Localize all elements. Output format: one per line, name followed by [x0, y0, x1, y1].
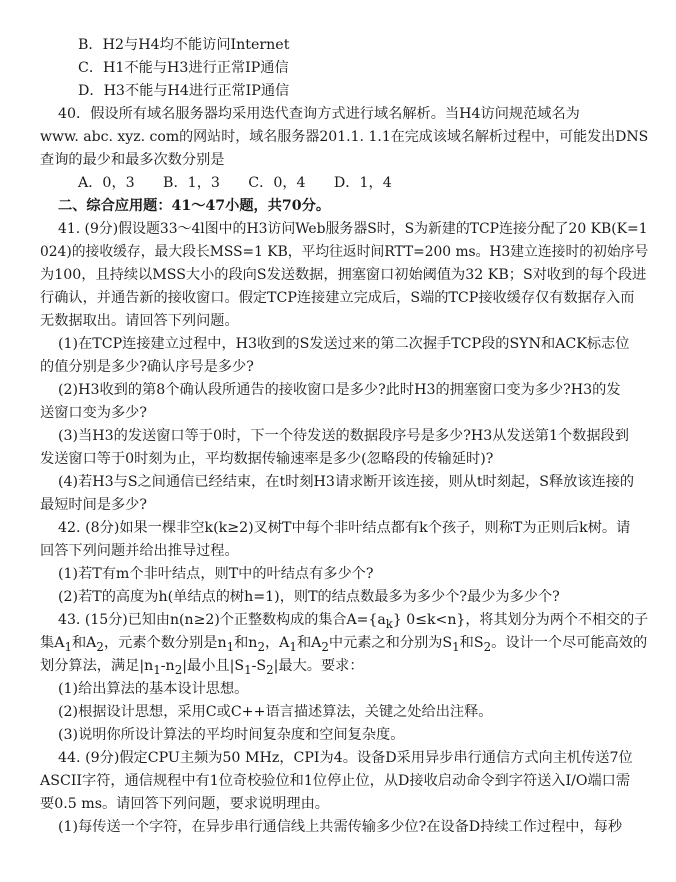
q42-sub-2: (2)若T的高度为h(单结点的树h=1)，则T的结点数最多为多少个?最少为多少个? [58, 589, 560, 605]
q41-line-1: 41. (9分)假设题33～4l图中的H3访问Web服务器S时，S为新建的TCP连接分配了20 KB(K=1 [58, 221, 648, 237]
q44-line-3: 要0.5 ms。请回答下列问题，要求说明理由。 [40, 796, 329, 812]
q39-option-b: B．H2与H4均不能访问Internet [78, 37, 290, 53]
q41-sub-3-line-1: (3)当H3的发送窗口等于0时，下一个待发送的数据段序号是多少?H3从发送第1个数据段到 [58, 428, 629, 444]
q43-line-1: 43. (15分)已知由n(n≥2)个正整数构成的集合$A=\{a_k\}$ 0≤k<n}，将其划分为两个不相交的子 [58, 612, 649, 631]
q44-line-2: ASCII字符，通信规程中有1位奇校验位和1位停止位，从D接收启动命令到字符送入I/O端口需 [40, 773, 631, 789]
q44-sub-1-line-1: (1)每传送一个字符，在异步串行通信线上共需传输多少位?在设备D持续工作过程中，每秒 [58, 819, 623, 835]
q41-sub-3-line-2: 发送窗口等于0时刻为止，平均数据传输速率是多少(忽略段的传输延时)? [40, 451, 494, 467]
q41-line-3: 为100，且持续以MSS大小的段向S发送数据，拥塞窗口初始阈值为32 KB；S对收到的每个段进 [40, 267, 647, 283]
q40-options: A．0，3 B．1，3 C．0，4 D．1，4 [78, 175, 392, 191]
q41-line-2: 024)的接收缓存，最大段长MSS=1 KB，平均往返时间RTT=200 ms。H3建立连接时的初始序号 [40, 244, 649, 260]
q43-sub-2: (2)根据设计思想，采用C或C++语言描述算法，关键之处给出注释。 [58, 704, 493, 720]
q40-line-3: 查询的最少和最多次数分别是 [40, 152, 225, 168]
q42-sub-1: (1)若T有m个非叶结点，则T中的叶结点有多少个? [58, 566, 374, 582]
q41-line-4: 行确认，并通告新的接收窗口。假定TCP连接建立完成后，S端的TCP接收缓存仅有数据存入而 [40, 290, 635, 306]
q42-line-1: 42. (8分)如果一棵非空k(k≥2)叉树T中每个非叶结点都有k个孩子，则称T为正则后k树。请 [58, 520, 631, 536]
q41-sub-1-line-1: (1)在TCP连接建立过程中，H3收到的S发送过来的第二次握手TCP段的SYN和ACK标志位 [58, 336, 630, 352]
q41-sub-2-line-1: (2)H3收到的第8个确认段所通告的接收窗口是多少?此时H3的拥塞窗口变为多少?H3的发 [58, 382, 621, 398]
q43-sub-3: (3)说明你所设计算法的平均时间复杂度和空间复杂度。 [58, 727, 405, 743]
q42-line-2: 回答下列问题并给出推导过程。 [40, 543, 239, 559]
q39-option-c: C．H1不能与H3进行正常IP通信 [78, 60, 289, 76]
q43-line-3: 划分算法，满足$|n_1-n_2|$最小且$|S_1-S_2|$最大。要求： [40, 658, 364, 677]
q40-line-1: 40．假设所有域名服务器均采用迭代查询方式进行域名解析。当H4访问规范域名为 [58, 106, 580, 122]
q40-line-2: www. abc. xyz. com的网站时，域名服务器201.1. 1.1在完成该域名解析过程中，可能发出DNS [40, 129, 649, 145]
q41-sub-4-line-1: (4)若H3与S之间通信已经结束，在t时刻H3请求断开该连接，则从t时刻起，S释放该连接的 [58, 474, 635, 490]
q41-sub-2-line-2: 送窗口变为多少? [40, 405, 147, 421]
q41-sub-1-line-2: 的值分别是多少?确认序号是多少? [40, 359, 254, 375]
q44-line-1: 44. (9分)假定CPU主频为50 MHz，CPI为4。设备D采用异步串行通信方式向主机传送7位 [58, 750, 633, 766]
section-2-heading: 二、综合应用题：41～47小题，共70分。 [58, 198, 331, 214]
q43-line-2: 集$A_1$和$A_2$，元素个数分别是$n_1$和$n_2$，$A_1$和$A_2$中元素之和分别为$S_1$和$S_2$。设计一个尽可能高效的 [40, 635, 648, 654]
q39-option-d: D．H3不能与H4进行正常IP通信 [78, 83, 290, 99]
q43-sub-1: (1)给出算法的基本设计思想。 [58, 681, 249, 697]
q41-sub-4-line-2: 最短时间是多少? [40, 497, 147, 513]
q41-line-5: 无数据取出。请回答下列问题。 [40, 313, 239, 329]
